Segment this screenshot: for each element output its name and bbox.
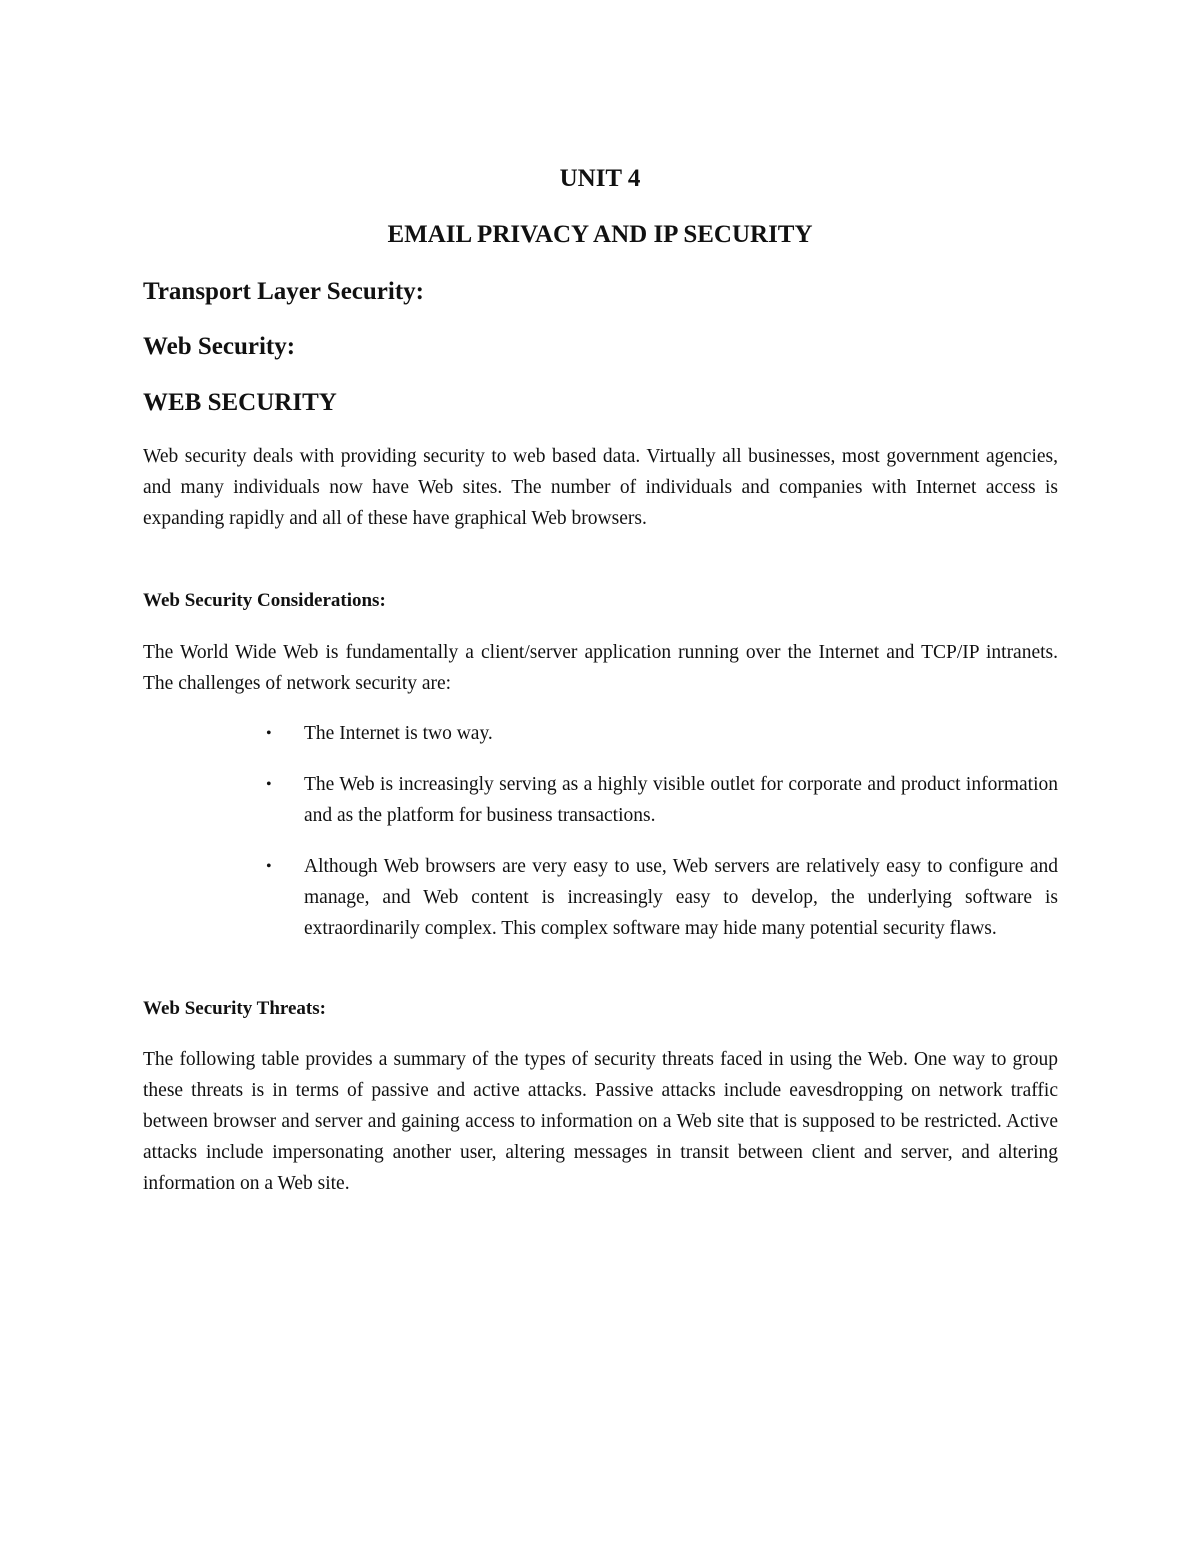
bullet-icon: • bbox=[266, 858, 272, 875]
threats-heading: Web Security Threats: bbox=[143, 998, 326, 1019]
list-item bbox=[262, 718, 1058, 749]
list-item-text: The Web is increasingly serving as a highly visible outlet for corporate and product information and as the platform for business transactions. bbox=[304, 774, 1058, 826]
transport-layer-heading: Transport Layer Security: bbox=[143, 278, 424, 305]
intro-paragraph: Web security deals with providing security to web based data. Virtually all businesses, most government agencies, and many individuals now have Web sites. The number of individuals and companies with Internet access is expanding rapidly and all of these have graphical Web browsers. bbox=[143, 446, 1058, 529]
web-security-heading: Web Security: bbox=[143, 333, 296, 360]
bullet-icon: • bbox=[266, 776, 272, 793]
list-item bbox=[262, 851, 1058, 944]
unit-heading: UNIT 4 bbox=[559, 165, 641, 192]
threats-paragraph: The following table provides a summary of the types of security threats faced in using the Web. One way to group these threats is in terms of passive and active attacks. Passive attacks include eavesdropping on network traffic between browser and server and gaining access to information on a Web site that is supposed to be restricted. Active attacks include impersonating another user, altering messages in transit between client and server, and altering information on a Web site. bbox=[143, 1049, 1058, 1194]
list-item-text: Although Web browsers are very easy to use, Web servers are relatively easy to configure and manage, and Web content is increasingly easy to develop, the underlying software is extraordinarily complex. This complex software may hide many potential security flaws. bbox=[304, 856, 1058, 939]
challenges-list bbox=[262, 718, 1058, 964]
list-item-text: The Internet is two way. bbox=[304, 723, 493, 744]
web-security-section-heading: WEB SECURITY bbox=[143, 389, 337, 416]
considerations-heading: Web Security Considerations: bbox=[143, 590, 386, 611]
considerations-paragraph: The World Wide Web is fundamentally a client/server application running over the Internet and TCP/IP intranets. The challenges of network security are: bbox=[143, 642, 1058, 694]
list-item bbox=[262, 769, 1058, 831]
bullet-icon: • bbox=[266, 725, 272, 742]
page-title: EMAIL PRIVACY AND IP SECURITY bbox=[387, 221, 813, 248]
